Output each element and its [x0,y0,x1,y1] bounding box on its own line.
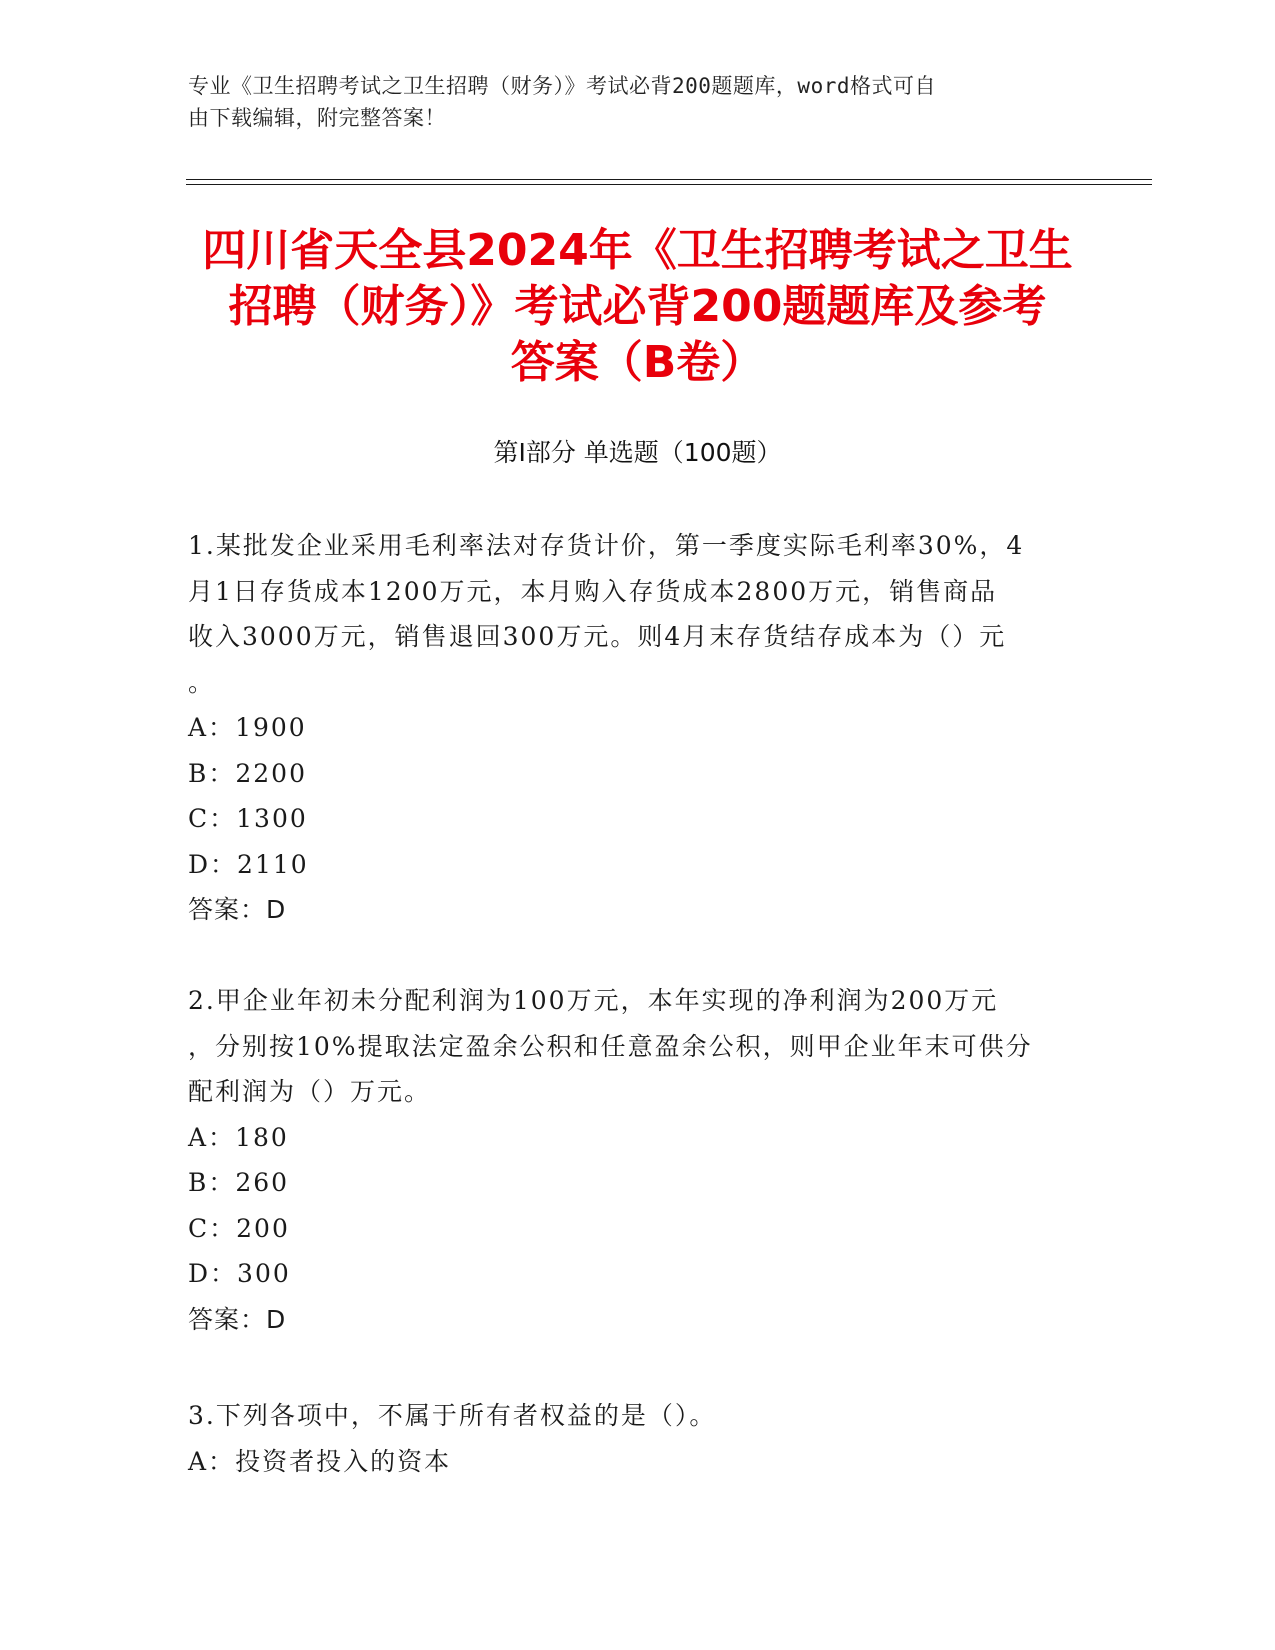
answer-line: 答案：D [188,1304,287,1334]
option-c [188,796,1093,842]
option-c [188,1206,1093,1252]
option-text: 300 [237,1259,291,1288]
option-b [188,1160,1093,1206]
title-line: 四川省天全县2024年《卫生招聘考试之卫生 [202,225,1073,276]
option-b [188,751,1093,797]
option-key: A： [188,1122,236,1152]
intro-line: 由下载编辑，附完整答案！ [188,106,446,130]
section-heading: 第Ⅰ部分 单选题（100题） [493,438,782,467]
question-stem-line: 配利润为（）万元。 [188,1077,432,1106]
question-stem-line: 。 [188,667,216,697]
title-line: 招聘（财务）》考试必背200题题库及参考 [228,281,1047,332]
option-key: A： [188,713,236,742]
question-2 [188,978,1093,1342]
question-1 [188,523,1093,933]
option-a [188,1115,1093,1161]
question-stem-line: ，分别按10%提取法定盈余公积和任意盈余公积，则甲企业年末可供分 [188,1031,1033,1061]
header-divider [186,179,1152,180]
question-3 [188,1393,1093,1484]
header-divider [186,184,1152,185]
option-text: 1900 [235,713,307,742]
option-a [188,705,1093,751]
option-a [188,1439,1093,1485]
question-stem-line: 月1日存货成本1200万元，本月购入存货成本2800万元，销售商品 [188,576,998,606]
option-text: 1300 [236,804,308,833]
question-stem-line: 收入3000万元，销售退回300万元。则4月末存货结存成本为（）元 [188,622,1007,651]
option-text: 投资者投入的资本 [235,1446,452,1476]
question-stem-line: 3.下列各项中，不属于所有者权益的是（）。 [188,1401,717,1430]
document-title [160,223,1115,391]
option-d [188,1251,1093,1297]
option-key: A： [188,1446,236,1476]
title-line: 答案（B卷） [510,337,765,388]
option-key: C： [188,804,237,833]
question-stem-line: 1.某批发企业采用毛利率法对存货计价，第一季度实际毛利率30%，4 [188,531,1025,560]
intro-line: 专业《卫生招聘考试之卫生招聘（财务）》考试必背200题题库，word格式可自 [188,74,936,98]
option-key: B： [188,758,236,788]
option-text: 260 [235,1168,290,1197]
option-text: 2110 [237,849,309,879]
document-intro [188,70,1068,134]
answer-line: 答案：D [188,895,287,924]
option-key: D： [188,849,238,879]
option-text: 200 [236,1213,290,1243]
option-d [188,842,1093,888]
option-text: 180 [235,1122,289,1152]
option-key: B： [188,1168,236,1197]
question-stem-line: 2.甲企业年初未分配利润为100万元，本年实现的净利润为200万元 [188,986,999,1015]
option-key: C： [188,1213,237,1243]
option-text: 2200 [235,758,307,788]
option-key: D： [188,1259,238,1288]
